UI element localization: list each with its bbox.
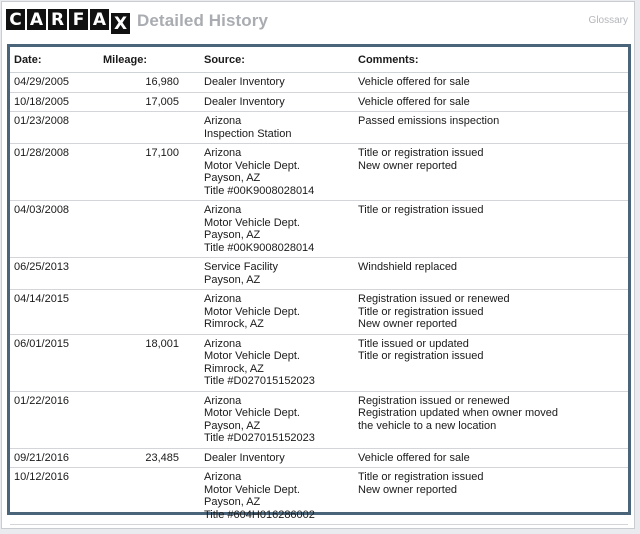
cell-source	[184, 73, 344, 93]
comment-line: Registration issued or renewed	[358, 394, 510, 407]
cell-date: 01/28/2008	[10, 144, 92, 201]
cell-mileage	[92, 112, 184, 144]
cell-date: 09/21/2016	[10, 448, 92, 468]
carfax-logo	[6, 9, 132, 34]
cell-source	[184, 92, 344, 112]
source-line: Motor Vehicle Dept.	[204, 407, 300, 419]
source-line: Arizona	[204, 147, 242, 159]
table-row	[10, 112, 628, 144]
cell-comments	[344, 201, 628, 258]
cell-comments	[344, 144, 628, 201]
source-line: Motor Vehicle Dept.	[204, 483, 300, 496]
table-row	[10, 92, 628, 112]
logo-letter: A	[27, 9, 46, 30]
glossary-link[interactable]: Glossary	[588, 15, 628, 26]
cell-mileage: 23,485	[92, 448, 184, 468]
source-line: Payson, AZ	[204, 273, 261, 286]
cell-comments	[344, 468, 628, 525]
cell-date: 01/23/2008	[10, 112, 92, 144]
table-row	[10, 258, 628, 290]
comment-line: Vehicle offered for sale	[358, 95, 470, 108]
source-line: Rimrock, AZ	[204, 318, 264, 330]
comment-line: Title or registration issued	[358, 350, 484, 362]
source-line: Motor Vehicle Dept.	[204, 159, 300, 172]
comment-line: Vehicle offered for sale	[358, 451, 470, 464]
source-line: Motor Vehicle Dept.	[204, 305, 300, 318]
comment-line: New owner reported	[358, 159, 458, 172]
cell-source	[184, 201, 344, 258]
table-row	[10, 468, 628, 525]
source-line: Rimrock, AZ	[204, 362, 264, 375]
source-line: Title #00K9008028014	[204, 241, 315, 254]
source-line: Payson, AZ	[204, 496, 261, 508]
cell-date: 06/25/2013	[10, 258, 92, 290]
logo-letter: R	[48, 9, 67, 30]
cell-mileage: 17,005	[92, 92, 184, 112]
comment-line: Title or registration issued	[358, 147, 484, 159]
source-line: Payson, AZ	[204, 172, 261, 184]
history-table	[10, 47, 628, 525]
logo-letter: C	[6, 9, 25, 30]
cell-source	[184, 448, 344, 468]
cell-source	[184, 290, 344, 335]
comment-line: Registration issued or renewed	[358, 293, 510, 305]
report-header	[2, 2, 634, 44]
table-row	[10, 334, 628, 391]
cell-comments	[344, 92, 628, 112]
column-header-mileage: Mileage:	[92, 47, 184, 73]
source-line: Payson, AZ	[204, 229, 261, 241]
cell-mileage: 16,980	[92, 73, 184, 93]
table-row	[10, 144, 628, 201]
source-line: Motor Vehicle Dept.	[204, 350, 300, 362]
logo-letter: A	[90, 9, 109, 30]
comment-line: Registration updated when owner moved	[358, 407, 558, 419]
source-line: Dealer Inventory	[204, 451, 285, 464]
source-line: Arizona	[204, 293, 242, 305]
source-line: Service Facility	[204, 261, 278, 273]
cell-source	[184, 112, 344, 144]
source-line: Title #D027015152023	[204, 375, 315, 387]
logo-letter: X	[111, 13, 130, 34]
table-row	[10, 448, 628, 468]
table-row	[10, 73, 628, 93]
column-header-comments: Comments:	[344, 47, 628, 73]
source-line: Title #00K9008028014	[204, 184, 315, 197]
cell-source	[184, 144, 344, 201]
comment-line: Vehicle offered for sale	[358, 76, 470, 88]
cell-comments	[344, 334, 628, 391]
cell-mileage	[92, 391, 184, 448]
table-row	[10, 290, 628, 335]
comment-line: Title or registration issued	[358, 204, 484, 216]
cell-comments	[344, 73, 628, 93]
source-line: Arizona	[204, 204, 242, 216]
cell-mileage: 18,001	[92, 334, 184, 391]
table-header-row	[10, 47, 628, 73]
comment-line: New owner reported	[358, 318, 458, 330]
source-line: Title #604H016286002	[204, 508, 315, 521]
table-row	[10, 201, 628, 258]
column-header-date: Date:	[10, 47, 92, 73]
source-line: Title #D027015152023	[204, 432, 315, 444]
comment-line: Title or registration issued	[358, 305, 484, 318]
comment-line: the vehicle to a new location	[358, 419, 497, 432]
cell-comments	[344, 112, 628, 144]
page-title: Detailed History	[137, 11, 269, 30]
cell-date: 10/18/2005	[10, 92, 92, 112]
table-row	[10, 391, 628, 448]
comment-line: Passed emissions inspection	[358, 115, 500, 127]
cell-mileage	[92, 201, 184, 258]
source-line: Dealer Inventory	[204, 95, 285, 108]
cell-mileage: 17,100	[92, 144, 184, 201]
logo-letter: F	[69, 9, 88, 30]
comment-line: Title or registration issued	[358, 471, 484, 483]
cell-date: 04/03/2008	[10, 201, 92, 258]
comment-line: Windshield replaced	[358, 261, 458, 273]
cell-source	[184, 391, 344, 448]
source-line: Arizona	[204, 394, 242, 407]
report-panel	[1, 1, 635, 529]
source-line: Payson, AZ	[204, 419, 261, 432]
cell-source	[184, 334, 344, 391]
comment-line: New owner reported	[358, 483, 458, 496]
cell-comments	[344, 448, 628, 468]
cell-comments	[344, 391, 628, 448]
cell-date: 06/01/2015	[10, 334, 92, 391]
cell-comments	[344, 290, 628, 335]
column-header-source: Source:	[184, 47, 344, 73]
cell-source	[184, 258, 344, 290]
source-line: Arizona	[204, 471, 242, 483]
cell-date: 01/22/2016	[10, 391, 92, 448]
source-line: Arizona	[204, 337, 242, 350]
cell-date: 04/14/2015	[10, 290, 92, 335]
cell-comments	[344, 258, 628, 290]
cell-source	[184, 468, 344, 525]
source-line: Motor Vehicle Dept.	[204, 216, 300, 229]
source-line: Arizona	[204, 115, 242, 127]
history-table-container	[7, 44, 631, 521]
comment-line: Title issued or updated	[358, 337, 469, 350]
source-line: Dealer Inventory	[204, 76, 285, 88]
cell-mileage	[92, 258, 184, 290]
source-line: Inspection Station	[204, 127, 292, 140]
cell-mileage	[92, 290, 184, 335]
cell-date: 10/12/2016	[10, 468, 92, 525]
cell-mileage	[92, 468, 184, 525]
cell-date: 04/29/2005	[10, 73, 92, 93]
